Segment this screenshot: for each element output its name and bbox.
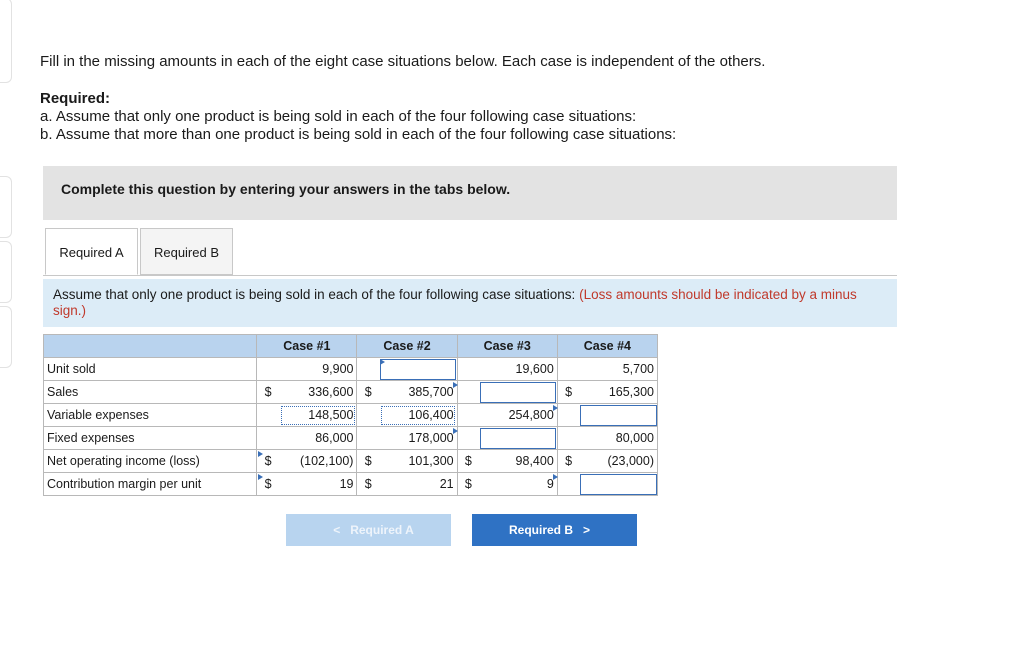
- tab-divider: [43, 275, 897, 276]
- row-label: Variable expenses: [44, 404, 257, 427]
- row-label: Sales: [44, 381, 257, 404]
- row-label: Contribution margin per unit: [44, 473, 257, 496]
- value-cell: 336,600: [279, 381, 357, 404]
- table-row: [44, 450, 658, 473]
- answer-input[interactable]: 178,000: [379, 427, 457, 450]
- answer-input[interactable]: 19: [279, 473, 357, 496]
- instruction-note: (Loss amounts should be indicated by a minus sign.): [53, 287, 857, 318]
- frame-edge-3: [0, 306, 12, 368]
- value-cell: 5,700: [579, 358, 657, 381]
- dollar-sign: [257, 404, 279, 427]
- answer-input[interactable]: [579, 404, 657, 427]
- table-row: [44, 381, 658, 404]
- dollar-sign: $: [257, 381, 279, 404]
- dollar-sign: [257, 358, 279, 381]
- answer-input[interactable]: 106,400: [379, 404, 457, 427]
- answer-input[interactable]: (102,100): [279, 450, 357, 473]
- dollar-sign: $: [457, 473, 479, 496]
- value-cell: 80,000: [579, 427, 657, 450]
- answer-input[interactable]: [379, 358, 457, 381]
- answer-input[interactable]: 9: [479, 473, 557, 496]
- header-case-2: Case #2: [357, 335, 457, 358]
- dollar-sign: [357, 427, 379, 450]
- dollar-sign: $: [257, 473, 279, 496]
- table-row: [44, 404, 658, 427]
- value-cell: (23,000): [579, 450, 657, 473]
- dollar-sign: $: [457, 450, 479, 473]
- frame-edge-2: [0, 241, 12, 303]
- tab-required-a[interactable]: Required A: [45, 228, 138, 275]
- row-label: Net operating income (loss): [44, 450, 257, 473]
- dollar-sign: [557, 358, 579, 381]
- row-label: Fixed expenses: [44, 427, 257, 450]
- header-row: [44, 335, 658, 358]
- header-blank: [44, 335, 257, 358]
- required-a-text: a. Assume that only one product is being sold in each of the four following case situations:: [40, 108, 637, 125]
- answer-input[interactable]: [479, 427, 557, 450]
- dollar-sign: [557, 473, 579, 496]
- next-button-label: Required B: [508, 523, 573, 537]
- chevron-left-icon: <: [333, 523, 341, 537]
- required-heading: Required:: [40, 90, 111, 107]
- tab-required-b[interactable]: Required B: [140, 228, 233, 275]
- dollar-sign: $: [257, 450, 279, 473]
- dollar-sign: $: [557, 381, 579, 404]
- dollar-sign: [557, 404, 579, 427]
- dollar-sign: $: [557, 450, 579, 473]
- dollar-sign: $: [357, 450, 379, 473]
- header-case-3: Case #3: [457, 335, 557, 358]
- case-table: [43, 334, 658, 496]
- dollar-sign: [457, 358, 479, 381]
- next-required-b-button[interactable]: [472, 514, 637, 546]
- value-cell: 165,300: [579, 381, 657, 404]
- value-cell: 101,300: [379, 450, 457, 473]
- instruction-text: Assume that only one product is being sold in each of the four following case situations:: [53, 287, 576, 302]
- intro-text: Fill in the missing amounts in each of the eight case situations below. Each case is independent of the others.: [40, 53, 766, 70]
- answer-input[interactable]: 254,800: [479, 404, 557, 427]
- dollar-sign: [457, 381, 479, 404]
- answer-input[interactable]: [479, 381, 557, 404]
- header-case-4: Case #4: [557, 335, 657, 358]
- value-cell: 21: [379, 473, 457, 496]
- answer-input[interactable]: [579, 473, 657, 496]
- answer-input[interactable]: 385,700: [379, 381, 457, 404]
- question-banner: [43, 166, 897, 220]
- value-cell: 19,600: [479, 358, 557, 381]
- value-cell: 98,400: [479, 450, 557, 473]
- frame-edge-1: [0, 176, 12, 238]
- required-b-text: b. Assume that more than one product is being sold in each of the four following case situations:: [40, 126, 677, 143]
- chevron-right-icon: >: [583, 523, 591, 537]
- instruction-box: [43, 279, 897, 327]
- dollar-sign: [557, 427, 579, 450]
- prev-required-a-button[interactable]: [286, 514, 451, 546]
- header-case-1: Case #1: [257, 335, 357, 358]
- answer-input[interactable]: 148,500: [279, 404, 357, 427]
- dollar-sign: [357, 358, 379, 381]
- banner-text: Complete this question by entering your answers in the tabs below.: [61, 181, 511, 197]
- table-row: [44, 427, 658, 450]
- value-cell: 86,000: [279, 427, 357, 450]
- row-label: Unit sold: [44, 358, 257, 381]
- prev-button-label: Required A: [350, 523, 414, 537]
- frame-edge-top: [0, 0, 12, 83]
- dollar-sign: [257, 427, 279, 450]
- dollar-sign: [457, 427, 479, 450]
- dollar-sign: $: [357, 473, 379, 496]
- value-cell: 9,900: [279, 358, 357, 381]
- table-row: [44, 358, 658, 381]
- dollar-sign: [357, 404, 379, 427]
- dollar-sign: [457, 404, 479, 427]
- table-row: [44, 473, 658, 496]
- dollar-sign: $: [357, 381, 379, 404]
